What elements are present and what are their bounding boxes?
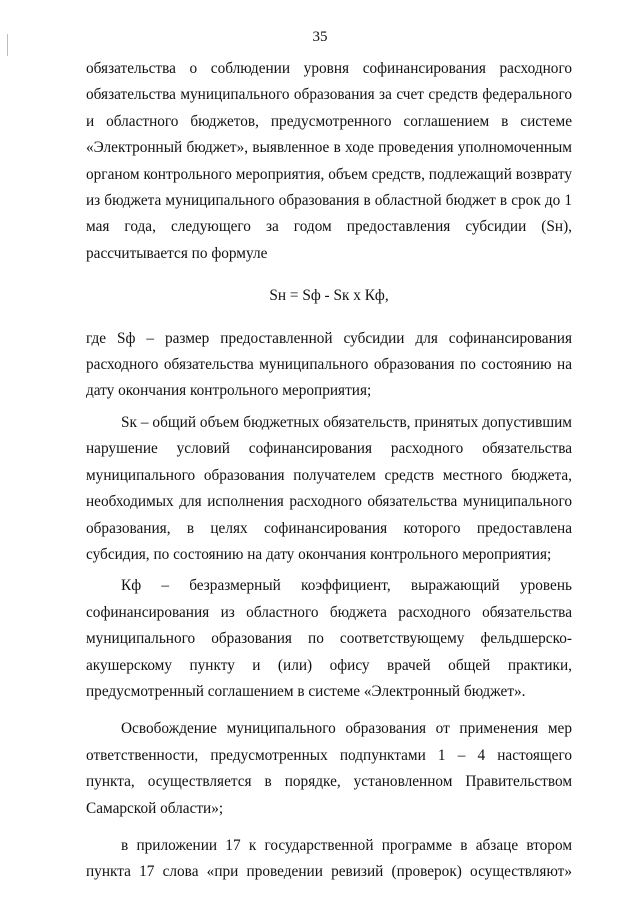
paragraph-appendix-17: в приложении 17 к государственной программе в абзаце втором пункта 17 слова «при проведении ревизий (проверок) осуществляют» xyxy=(86,836,572,881)
paragraph-sf-definition: где Sф – размер предоставленной субсидии для софинансирования расходного обязательства муниципального образования по состоянию на дату окончания контрольного мероприятия; xyxy=(86,329,572,400)
paragraph-sn-definition: обязательства о соблюдении уровня софинансирования расходного обязательства муниципального образования за счет средств федерального и областного бюджетов, предусмотренного соглашением в системе «Электронный бюджет», выявленное в ходе проведения уполномоченным органом контрольного мероприятия, объем средств, подлежащий возврату из бюджета муниципального образования в областной бюджет в срок до 1 мая года, следующего за годом предоставления субсидии (Sн), рассчитывается по формуле xyxy=(86,60,572,262)
document-body xyxy=(86,56,572,886)
paragraph-exemption: Освобождение муниципального образования от применения мер ответственности, предусмотренных подпунктами 1 – 4 настоящего пункта, осуществляется в порядке, установленном Правительством Самарской области»; xyxy=(86,720,572,817)
page-number: 35 xyxy=(312,29,328,45)
paragraph-kf-definition: Кф – безразмерный коэффициент, выражающий уровень софинансирования из областного бюджета расходного обязательства муниципального образования по соответствующему фельдшерско-акушерскому пункту и (или) офису врачей общей практики, предусмотренный соглашением в системе «Электронный бюджет». xyxy=(86,577,572,700)
paragraph-sk-definition: Sк – общий объем бюджетных обязательств, принятых допустившим нарушение условий софинансирования расходного обязательства муниципального образования получателем средств местного бюджета, необходимых для исполнения расходного обязательства муниципального образования, в целях софинансирования которого предоставлена субсидия, по состоянию на дату окончания контрольного мероприятия; xyxy=(86,413,572,563)
formula: Sн = Sф - Sк х Кф, xyxy=(269,287,389,305)
